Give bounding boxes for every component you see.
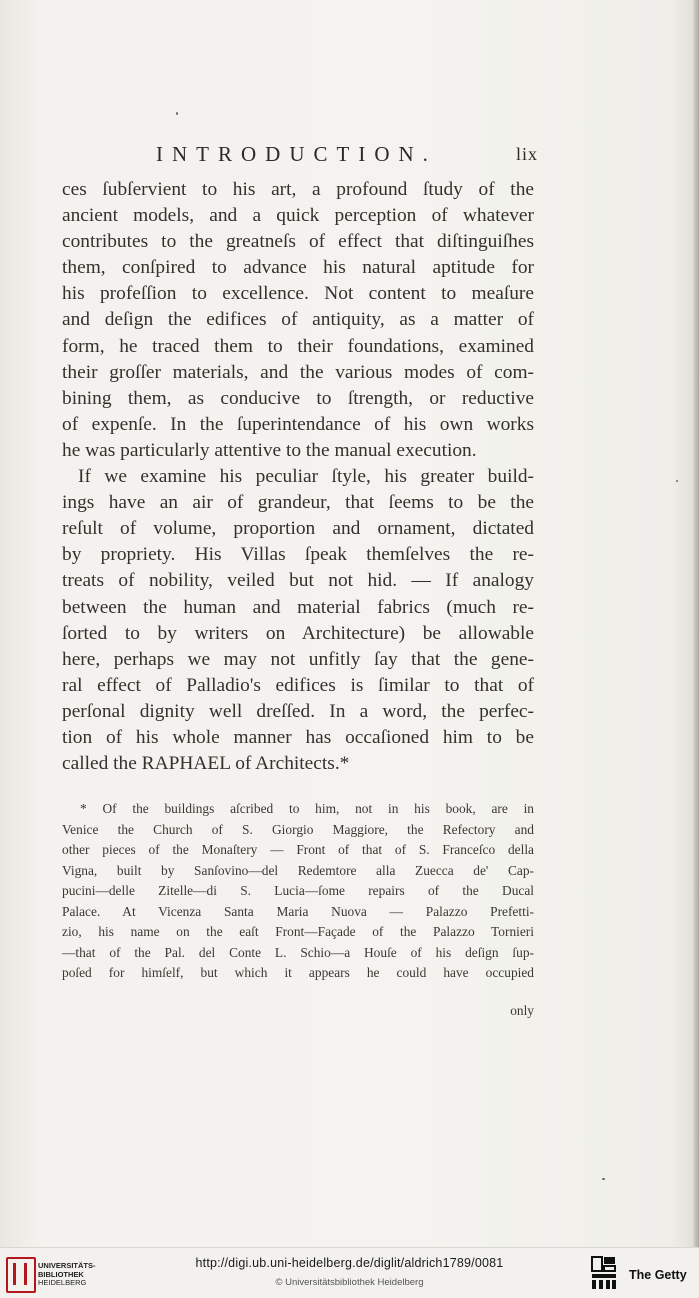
paper-speck: [602, 1178, 605, 1180]
getty-logo[interactable]: [591, 1256, 695, 1292]
footnote-line: Venice the Church of S. Giorgio Maggiore, the Refectory and: [62, 821, 534, 837]
text-line: ral effect of Palladio's edifices is ſimilar to that of: [62, 674, 534, 696]
footnote-line: —that of the Pal. del Conte L. Schio—a Houſe of his deſign ſup-: [62, 944, 534, 960]
footnote-line: Vigna, built by Sanſovino—del Redemtore alla Zuecca de' Cap-: [62, 862, 534, 878]
paper-speck: [676, 480, 678, 482]
text-line: he was particularly attentive to the manual execution.: [62, 439, 477, 461]
text-line: ſorted to by writers on Architecture) be allowable: [62, 622, 534, 644]
text-line: ces ſubſervient to his art, a profound ſtudy of the: [62, 179, 534, 200]
text-line: contributes to the greatneſs of effect that diſtinguiſhes: [62, 231, 534, 253]
copyright-notice: © Universitätsbibliothek Heidelberg: [275, 1277, 424, 1288]
footnote-line: zio, his name on the eaſt Front—Façade of the Palazzo Tornieri: [62, 924, 534, 939]
page-edge: [693, 0, 699, 1247]
text-line: their groſſer materials, and the various modes of com-: [62, 361, 534, 383]
text-line: and deſign the edifices of antiquity, as a matter of: [62, 309, 534, 331]
viewer-footer: [0, 1247, 699, 1298]
page-number: lix: [516, 144, 539, 164]
text-line: perſonal dignity well dreſſed. In a word, the perfec-: [62, 700, 534, 722]
text-line: reſult of volume, proportion and ornament, dictated: [62, 518, 534, 540]
main-text: [62, 177, 534, 777]
permalink-url[interactable]: http://digi.ub.uni-heidelberg.de/diglit/aldrich1789/0081: [195, 1256, 504, 1270]
text-line: form, he traced them to their foundations, examined: [62, 335, 534, 357]
text-line: called the RAPHAEL of Architects.*: [62, 753, 350, 775]
text-line: between the human and material fabrics (much re-: [62, 596, 534, 618]
footnote-line: * Of the buildings aſcribed to him, not in his book, are in: [80, 801, 534, 816]
catchword: only: [510, 1003, 534, 1018]
text-line: bining them, as conducive to ſtrength, or reductive: [62, 387, 534, 409]
footnote: [62, 799, 534, 984]
text-line: here, perhaps we may not unfitly ſay that the gene-: [62, 648, 534, 670]
text-line: ings have an air of grandeur, that ſeems to be the: [62, 492, 534, 514]
running-head-title: INTRODUCTION.: [156, 142, 437, 166]
text-line: them, conſpired to advance his natural aptitude for: [62, 257, 534, 279]
text-line: by propriety. His Villas ſpeak themſelves the re-: [62, 544, 534, 566]
sponsor-name: The Getty: [629, 1268, 687, 1282]
library-name: UNIVERSITÄTS- BIBLIOTHEK HEIDELBERG: [38, 1261, 96, 1287]
text-line: his profeſſion to excellence. Not content to meaſure: [62, 283, 534, 305]
text-line: of expenſe. In the ſuperintendance of his own works: [62, 413, 534, 435]
footnote-line: Palace. At Vicenza Santa Maria Nuova — Palazzo Prefetti-: [62, 903, 534, 919]
footnote-line: poſed for himſelf, but which it appears he could have occupied: [62, 965, 534, 980]
paper-speck: [176, 112, 178, 115]
text-line: ancient models, and a quick perception of whatever: [62, 205, 534, 227]
text-line: If we examine his peculiar ſtyle, his greater build-: [78, 466, 534, 488]
text-line: tion of his whole manner has occaſioned him to be: [62, 726, 534, 748]
getty-icon: [591, 1256, 617, 1290]
footnote-line: pucini—delle Zitelle—di S. Lucia—ſome repairs of the Ducal: [62, 883, 534, 898]
footnote-line: other pieces of the Monaſtery — Front of that of S. Franceſco della: [62, 842, 534, 857]
running-head: [0, 142, 699, 172]
text-line: treats of nobility, veiled but not hid. — If analogy: [62, 570, 534, 592]
